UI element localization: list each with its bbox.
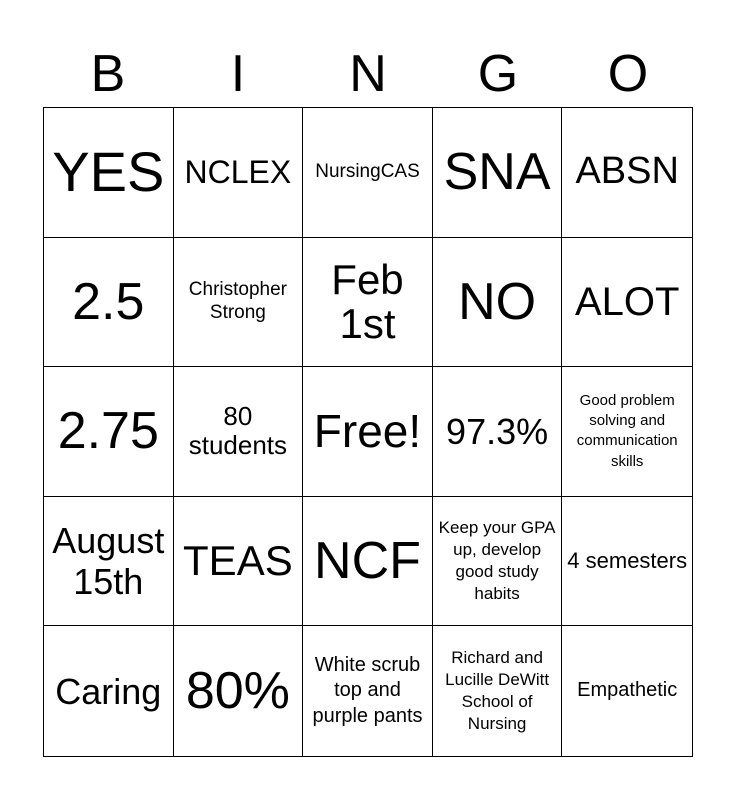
bingo-cell-r2-c3[interactable]	[303, 238, 433, 368]
header-letter-b: B	[90, 45, 126, 103]
bingo-cell-r4-c4[interactable]	[433, 497, 563, 627]
cell-text: YES	[52, 139, 165, 203]
cell-text: Good problem solving and communication skills	[576, 391, 678, 470]
cell-text: 97.3%	[446, 410, 549, 452]
bingo-cell-r4-c5[interactable]	[562, 497, 692, 627]
bingo-cell-r5-c2[interactable]	[174, 626, 304, 756]
bingo-cell-r2-c1[interactable]	[44, 238, 174, 368]
cell-text: ALOT	[574, 279, 680, 324]
bingo-cell-r4-c1[interactable]	[44, 497, 174, 627]
bingo-cell-r5-c3[interactable]	[303, 626, 433, 756]
cell-text: Empathetic	[577, 679, 678, 702]
bingo-cell-r1-c4[interactable]	[433, 108, 563, 238]
bingo-cell-r2-c5[interactable]	[562, 238, 692, 368]
bingo-cell-r5-c4[interactable]	[433, 626, 563, 756]
bingo-cell-r4-c3[interactable]	[303, 497, 433, 627]
cell-text: August 15th	[52, 519, 165, 603]
bingo-cell-r1-c2[interactable]	[174, 108, 304, 238]
header-letter-n: N	[349, 45, 387, 103]
cell-text: Feb 1st	[331, 255, 404, 347]
bingo-cell-r1-c5[interactable]	[562, 108, 692, 238]
bingo-cell-r1-c3[interactable]	[303, 108, 433, 238]
header-letter-i: I	[230, 45, 246, 103]
header-letter-o: O	[607, 45, 649, 103]
bingo-cell-r3-c3[interactable]	[303, 367, 433, 497]
cell-text: Caring	[55, 670, 162, 712]
bingo-cell-r2-c4[interactable]	[433, 238, 563, 368]
bingo-cell-r3-c5[interactable]	[562, 367, 692, 497]
cell-text: Keep your GPA up, develop good study habits	[438, 517, 556, 604]
cell-text: ABSN	[575, 150, 679, 193]
bingo-cell-r3-c2[interactable]	[174, 367, 304, 497]
bingo-header	[43, 40, 693, 108]
cell-text: 80%	[185, 661, 290, 720]
bingo-cell-r5-c1[interactable]	[44, 626, 174, 756]
cell-text: NursingCAS	[315, 160, 420, 182]
cell-text: NO	[458, 272, 537, 331]
cell-text: White scrub top and purple pants	[312, 653, 423, 727]
bingo-cell-r2-c2[interactable]	[174, 238, 304, 368]
bingo-cell-r3-c4[interactable]	[433, 367, 563, 497]
cell-text: TEAS	[183, 537, 293, 585]
cell-text: 80 students	[188, 400, 288, 461]
bingo-cell-r4-c2[interactable]	[174, 497, 304, 627]
bingo-cell-r1-c1[interactable]	[44, 108, 174, 238]
bingo-board	[43, 107, 693, 757]
bingo-cell-r3-c1[interactable]	[44, 367, 174, 497]
cell-text: NCLEX	[184, 153, 292, 190]
header-letter-g: G	[477, 45, 519, 103]
cell-text: Free!	[313, 405, 422, 458]
cell-text: Richard and Lucille DeWitt School of Nursing	[445, 648, 550, 734]
cell-text: 2.75	[57, 402, 159, 461]
bingo-cell-r5-c5[interactable]	[562, 626, 692, 756]
cell-text: Christopher Strong	[188, 279, 287, 323]
cell-text: 4 semesters	[567, 547, 688, 573]
cell-text: NCF	[314, 531, 421, 590]
cell-text: SNA	[443, 143, 551, 201]
cell-text: 2.5	[72, 272, 145, 331]
